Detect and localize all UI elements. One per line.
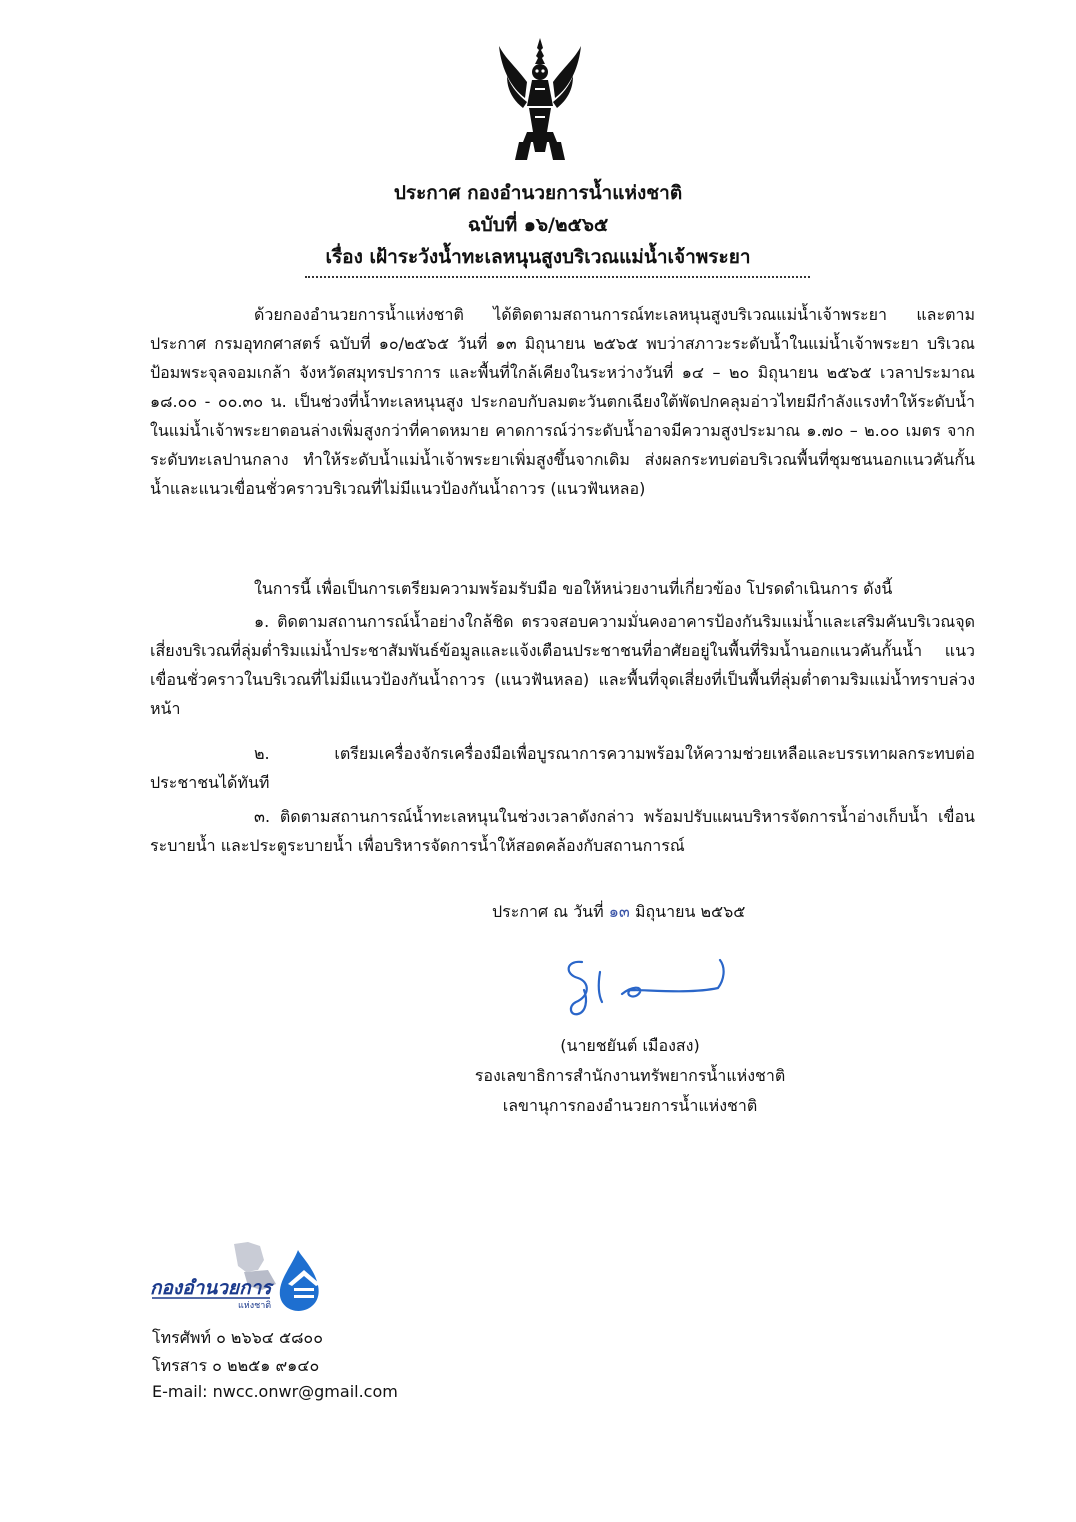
signer-title-1: รองเลขาธิการสำนักงานทรัพยากรน้ำแห่งชาติ	[474, 1066, 786, 1085]
announcement-number: ฉบับที่ ๑๖/๒๕๖๕	[467, 214, 609, 236]
signature	[560, 950, 740, 1022]
announcement-subject: เรื่อง เฝ้าระวังน้ำทะเลหนุนสูงบริเวณแม่น้ำเจ้าพระยา	[325, 246, 751, 268]
list-item-3: ๓. ติดตามสถานการณ์น้ำทะเลหนุนในช่วงเวลาดังกล่าว พร้อมปรับแผนบริหารจัดการน้ำอ่างเก็บน้ำ เขื่อนระบายน้ำ และประตูระบายน้ำ เพื่อบริหารจัดการน้ำให้สอดคล้องกับสถานการณ์	[150, 807, 975, 855]
logo-text: กองอำนวยการ	[150, 1278, 272, 1299]
body-paragraph-2: ในการนี้ เพื่อเป็นการเตรียมความพร้อมรับมือ ขอให้หน่วยงานที่เกี่ยวข้อง โปรดดำเนินการ ดังนี้	[254, 579, 893, 598]
body-paragraph-1: ด้วยกองอำนวยการน้ำแห่งชาติ ได้ติดตามสถานการณ์ทะเลหนุนสูงบริเวณแม่น้ำเจ้าพระยา และตามประกาศ กรมอุทกศาสตร์ ฉบับที่ ๑๐/๒๕๖๕ วันที่ ๑๓ มิถุนายน ๒๕๖๕ พบว่าสภาวะระดับน้ำในแม่น้ำเจ้าพระยา บริเวณป้อมพระจุลจอมเกล้า จังหวัดสมุทรปราการ และพื้นที่ใกล้เคียงในระหว่างวันที่ ๑๔ – ๒๐ มิถุนายน ๒๕๖๕ เวลาประมาณ ๑๘.๐๐ - ๐๐.๓๐ น. เป็นช่วงที่น้ำทะเลหนุนสูง ประกอบกับลมตะวันตกเฉียงใต้พัดปกคลุมอ่าวไทยมีกำลังแรงทำให้ระดับน้ำในแม่น้ำเจ้าพระยาตอนล่างเพิ่มสูงกว่าที่คาดหมาย คาดการณ์ว่าระดับน้ำอาจมีความสูงประมาณ ๑.๗๐ – ๒.๐๐ เมตร จากระดับทะเลปานกลาง ทำให้ระดับน้ำแม่น้ำเจ้าพระยาเพิ่มสูงขึ้นจากเดิม ส่งผลกระทบต่อบริเวณพื้นที่ชุมชนนอกแนวคันกั้นน้ำและแนวเขื่อนชั่วคราวบริเวณที่ไม่มีแนวป้องกันน้ำถาวร (แนวฟันหลอ)	[150, 305, 975, 498]
date-suffix: มิถุนายน ๒๕๖๕	[634, 902, 746, 921]
contact-fax: โทรสาร ๐ ๒๒๕๑ ๙๑๔๐	[152, 1356, 320, 1375]
contact-phone: โทรศัพท์ ๐ ๒๖๖๔ ๕๘๐๐	[152, 1328, 323, 1347]
nwcc-logo	[148, 1240, 334, 1318]
signer-title-2: เลขานุการกองอำนวยการน้ำแห่งชาติ	[502, 1096, 758, 1115]
announcement-title: ประกาศ กองอำนวยการน้ำแห่งชาติ	[393, 182, 683, 204]
announcement-date	[492, 900, 745, 925]
date-day: ๑๓	[608, 902, 630, 921]
contact-email[interactable]: E-mail: nwcc.onwr@gmail.com	[152, 1382, 398, 1401]
list-item-2: ๒. เตรียมเครื่องจักรเครื่องมือเพื่อบูรณาการความพร้อมให้ความช่วยเหลือและบรรเทาผลกระทบต่อประชาชนได้ทันที	[150, 744, 975, 792]
garuda-emblem-icon	[497, 36, 583, 164]
dotted-divider	[305, 276, 810, 278]
date-prefix: ประกาศ ณ วันที่	[492, 902, 604, 921]
signer-name: (นายชยันต์ เมืองสง)	[560, 1036, 700, 1055]
logo-subtext: แห่งชาติ	[238, 1300, 272, 1310]
list-item-1: ๑. ติดตามสถานการณ์น้ำอย่างใกล้ชิด ตรวจสอบความมั่นคงอาคารป้องกันริมแม่น้ำและเสริมคันบริเวณจุดเสี่ยงบริเวณที่ลุ่มต่ำริมแม่น้ำประชาสัมพันธ์ข้อมูลและแจ้งเตือนประชาชนที่อาศัยอยู่ในพื้นที่ริมน้ำนอกแนวคันกั้นน้ำ แนวเขื่อนชั่วคราวในบริเวณที่ไม่มีแนวป้องกันน้ำถาวร (แนวฟันหลอ) และพื้นที่จุดเสี่ยงที่เป็นพื้นที่ลุ่มต่ำตามริมแม่น้ำทราบล่วงหน้า	[150, 612, 975, 718]
